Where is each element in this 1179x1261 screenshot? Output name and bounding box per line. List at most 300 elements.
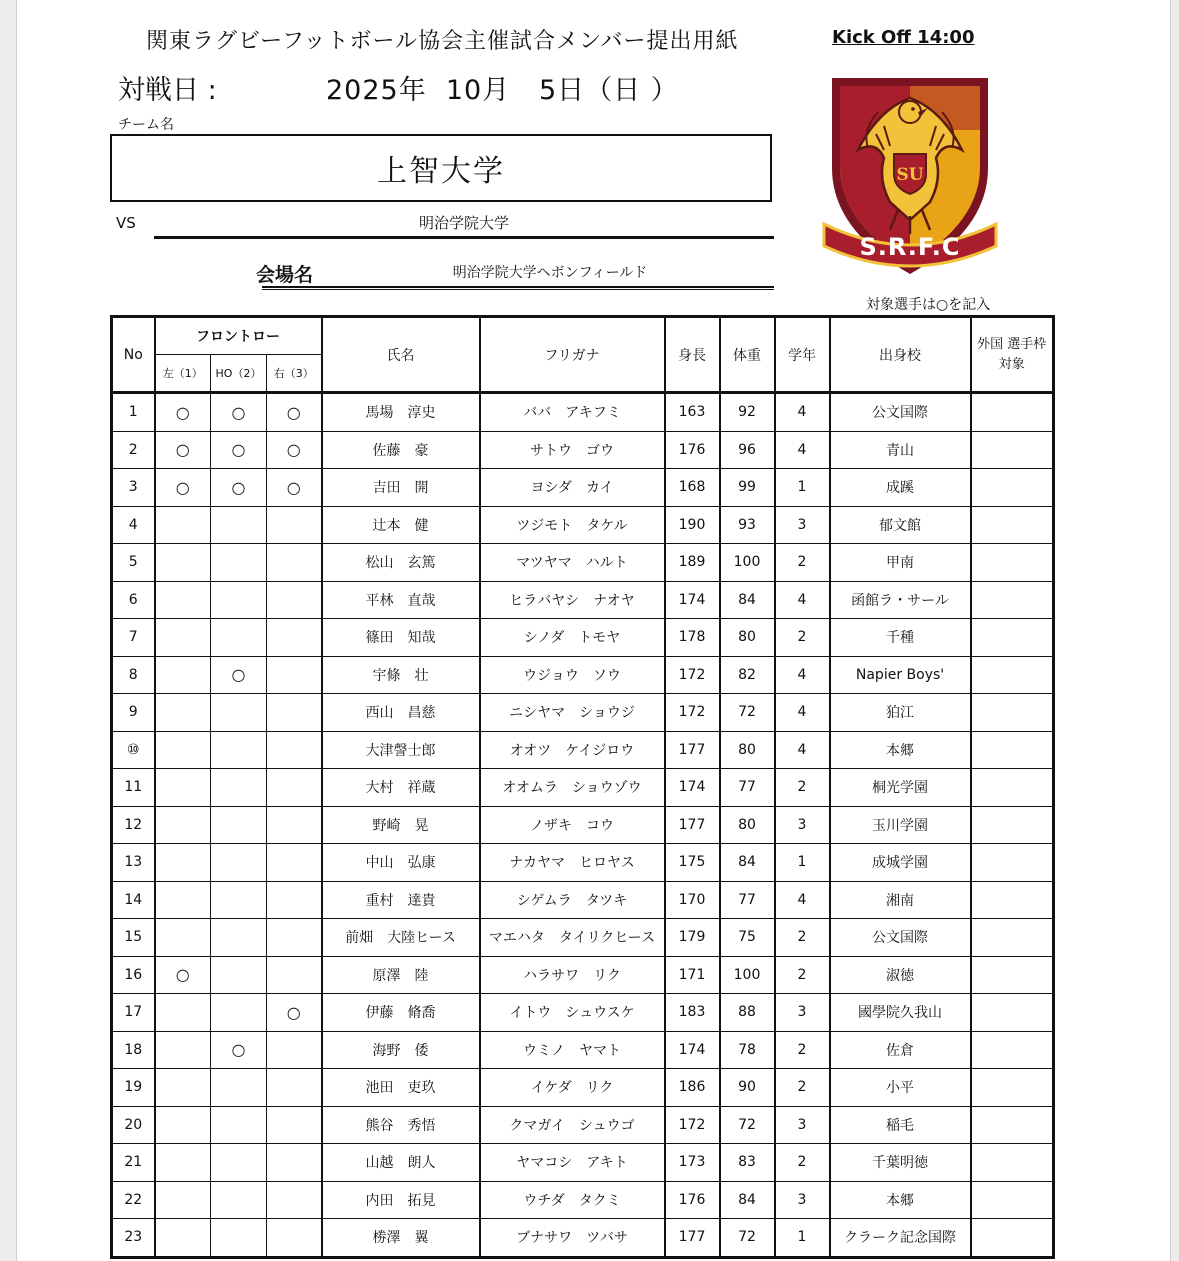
cell-right-prop [267, 919, 322, 957]
cell-weight: 88 [720, 994, 775, 1032]
header-height: 身長 [665, 317, 720, 393]
cell-grade: 4 [775, 656, 830, 694]
table-row [112, 769, 1054, 807]
cell-left-prop [155, 581, 211, 619]
cell-weight: 80 [720, 806, 775, 844]
cell-school: 本郷 [830, 731, 971, 769]
cell-furigana: ヤマコシ アキト [480, 1144, 665, 1182]
cell-foreign-slot [971, 806, 1054, 844]
cell-hooker [211, 956, 267, 994]
cell-hooker [211, 731, 267, 769]
cell-left-prop [155, 806, 211, 844]
cell-no: 11 [112, 769, 155, 807]
cell-grade: 4 [775, 431, 830, 469]
team-name-label: チーム名 [118, 117, 174, 133]
cell-left-prop [155, 656, 211, 694]
cell-hooker [211, 1181, 267, 1219]
cell-name: 篠田 知哉 [322, 619, 480, 657]
cell-no: 18 [112, 1031, 155, 1069]
cell-school: Napier Boys' [830, 656, 971, 694]
header-weight: 体重 [720, 317, 775, 393]
cell-hooker [211, 506, 267, 544]
table-row [112, 1069, 1054, 1107]
table-row [112, 506, 1054, 544]
cell-left-prop [155, 919, 211, 957]
cell-no: 17 [112, 994, 155, 1032]
circle-instruction: 対象選手は○を記入 [866, 297, 991, 313]
cell-height: 176 [665, 1181, 720, 1219]
cell-right-prop [267, 844, 322, 882]
cell-right-prop [267, 731, 322, 769]
cell-school: 本郷 [830, 1181, 971, 1219]
cell-grade: 4 [775, 581, 830, 619]
cell-name: 野崎 晃 [322, 806, 480, 844]
cell-weight: 100 [720, 956, 775, 994]
cell-foreign-slot [971, 431, 1054, 469]
header-no: No [112, 317, 155, 393]
cell-weight: 75 [720, 919, 775, 957]
cell-grade: 4 [775, 731, 830, 769]
cell-foreign-slot [971, 919, 1054, 957]
cell-furigana: ウミノ ヤマト [480, 1031, 665, 1069]
cell-no: 9 [112, 694, 155, 732]
cell-school: クラーク記念国際 [830, 1219, 971, 1258]
cell-height: 174 [665, 769, 720, 807]
cell-height: 172 [665, 1106, 720, 1144]
cell-furigana: マエハタ タイリクヒース [480, 919, 665, 957]
table-row [112, 844, 1054, 882]
cell-height: 178 [665, 619, 720, 657]
cell-grade: 2 [775, 544, 830, 582]
cell-name: 海野 倭 [322, 1031, 480, 1069]
cell-right-prop [267, 1106, 322, 1144]
cell-no: ⑩ [112, 731, 155, 769]
cell-no: 19 [112, 1069, 155, 1107]
cell-grade: 4 [775, 881, 830, 919]
cell-school: 玉川学園 [830, 806, 971, 844]
cell-hooker [211, 544, 267, 582]
cell-foreign-slot [971, 956, 1054, 994]
cell-height: 171 [665, 956, 720, 994]
cell-weight: 72 [720, 1106, 775, 1144]
vs-label: VS [116, 214, 136, 232]
cell-no: 5 [112, 544, 155, 582]
cell-height: 175 [665, 844, 720, 882]
cell-right-prop [267, 1219, 322, 1258]
cell-hooker [211, 694, 267, 732]
venue-underline [262, 286, 774, 288]
cell-right-prop [267, 881, 322, 919]
cell-name: 内田 拓見 [322, 1181, 480, 1219]
cell-name: 椦澤 翼 [322, 1219, 480, 1258]
cell-foreign-slot [971, 1144, 1054, 1182]
cell-name: 馬場 淳史 [322, 393, 480, 432]
cell-no: 4 [112, 506, 155, 544]
cell-weight: 84 [720, 844, 775, 882]
table-row [112, 956, 1054, 994]
cell-left-prop [155, 1181, 211, 1219]
cell-school: 公文国際 [830, 393, 971, 432]
cell-foreign-slot [971, 619, 1054, 657]
table-row [112, 1106, 1054, 1144]
cell-no: 21 [112, 1144, 155, 1182]
cell-school: 小平 [830, 1069, 971, 1107]
cell-furigana: ブナサワ ツバサ [480, 1219, 665, 1258]
cell-left-prop [155, 544, 211, 582]
cell-height: 168 [665, 469, 720, 507]
cell-no: 23 [112, 1219, 155, 1258]
cell-furigana: ノザキ コウ [480, 806, 665, 844]
cell-school: 佐倉 [830, 1031, 971, 1069]
cell-height: 179 [665, 919, 720, 957]
cell-weight: 84 [720, 581, 775, 619]
cell-grade: 1 [775, 469, 830, 507]
cell-school: 郁文館 [830, 506, 971, 544]
cell-no: 8 [112, 656, 155, 694]
header-name: 氏名 [322, 317, 480, 393]
cell-furigana: ウジョウ ソウ [480, 656, 665, 694]
cell-foreign-slot [971, 694, 1054, 732]
cell-weight: 82 [720, 656, 775, 694]
cell-height: 172 [665, 656, 720, 694]
cell-grade: 2 [775, 1069, 830, 1107]
cell-height: 183 [665, 994, 720, 1032]
cell-no: 1 [112, 393, 155, 432]
cell-furigana: オオムラ ショウゾウ [480, 769, 665, 807]
cell-weight: 90 [720, 1069, 775, 1107]
cell-foreign-slot [971, 769, 1054, 807]
table-row [112, 919, 1054, 957]
cell-foreign-slot [971, 544, 1054, 582]
cell-hooker [211, 581, 267, 619]
cell-grade: 2 [775, 1144, 830, 1182]
cell-height: 190 [665, 506, 720, 544]
page-edge-left [0, 0, 17, 1261]
cell-grade: 3 [775, 994, 830, 1032]
cell-no: 6 [112, 581, 155, 619]
cell-school: 淑徳 [830, 956, 971, 994]
cell-right-prop [267, 506, 322, 544]
cell-school: 函館ラ・サール [830, 581, 971, 619]
table-row [112, 881, 1054, 919]
cell-school: 桐光学園 [830, 769, 971, 807]
cell-foreign-slot [971, 469, 1054, 507]
cell-height: 163 [665, 393, 720, 432]
table-row [112, 994, 1054, 1032]
cell-foreign-slot [971, 1069, 1054, 1107]
cell-hooker: ○ [211, 431, 267, 469]
cell-hooker: ○ [211, 1031, 267, 1069]
cell-foreign-slot [971, 844, 1054, 882]
cell-name: 辻本 健 [322, 506, 480, 544]
cell-left-prop [155, 1069, 211, 1107]
venue-underline-inner [262, 289, 774, 290]
cell-school: 成蹊 [830, 469, 971, 507]
cell-weight: 92 [720, 393, 775, 432]
cell-right-prop [267, 956, 322, 994]
cell-left-prop: ○ [155, 431, 211, 469]
team-emblem-icon [818, 70, 1002, 280]
cell-name: 松山 玄篤 [322, 544, 480, 582]
cell-school: 千葉明徳 [830, 1144, 971, 1182]
cell-foreign-slot [971, 506, 1054, 544]
cell-hooker [211, 1144, 267, 1182]
venue-label: 会場名 [256, 264, 314, 286]
cell-right-prop [267, 619, 322, 657]
page-edge-right [1170, 0, 1179, 1261]
cell-hooker: ○ [211, 393, 267, 432]
cell-height: 186 [665, 1069, 720, 1107]
header-hooker: HO（2） [211, 355, 267, 393]
cell-right-prop: ○ [267, 994, 322, 1032]
header-school: 出身校 [830, 317, 971, 393]
cell-school: 公文国際 [830, 919, 971, 957]
table-row [112, 806, 1054, 844]
cell-hooker [211, 1106, 267, 1144]
cell-school: 狛江 [830, 694, 971, 732]
cell-hooker: ○ [211, 656, 267, 694]
cell-left-prop [155, 731, 211, 769]
cell-furigana: マツヤマ ハルト [480, 544, 665, 582]
cell-foreign-slot [971, 393, 1054, 432]
cell-right-prop [267, 656, 322, 694]
cell-height: 174 [665, 581, 720, 619]
opponent-underline [154, 236, 774, 239]
table-row [112, 1144, 1054, 1182]
cell-furigana: ヨシダ カイ [480, 469, 665, 507]
table-row [112, 469, 1054, 507]
kickoff-time: Kick Off 14:00 [832, 27, 975, 48]
cell-height: 170 [665, 881, 720, 919]
cell-furigana: クマガイ シュウゴ [480, 1106, 665, 1144]
cell-school: 稲毛 [830, 1106, 971, 1144]
cell-name: 宇條 壮 [322, 656, 480, 694]
cell-foreign-slot [971, 994, 1054, 1032]
cell-grade: 2 [775, 919, 830, 957]
cell-height: 177 [665, 731, 720, 769]
cell-foreign-slot [971, 731, 1054, 769]
cell-name: 伊藤 脩喬 [322, 994, 480, 1032]
cell-name: 吉田 開 [322, 469, 480, 507]
cell-furigana: ウチダ タクミ [480, 1181, 665, 1219]
table-row [112, 431, 1054, 469]
cell-left-prop [155, 1106, 211, 1144]
team-name-box [110, 134, 772, 202]
cell-no: 22 [112, 1181, 155, 1219]
cell-right-prop [267, 1069, 322, 1107]
cell-hooker [211, 1069, 267, 1107]
cell-right-prop [267, 694, 322, 732]
cell-no: 12 [112, 806, 155, 844]
cell-height: 177 [665, 1219, 720, 1258]
cell-foreign-slot [971, 1181, 1054, 1219]
cell-left-prop [155, 1031, 211, 1069]
emblem-text: S.R.F.C [859, 233, 961, 261]
cell-furigana: シノダ トモヤ [480, 619, 665, 657]
cell-no: 3 [112, 469, 155, 507]
cell-furigana: ニシヤマ ショウジ [480, 694, 665, 732]
opponent-name: 明治学院大学 [418, 214, 509, 232]
table-row [112, 544, 1054, 582]
cell-left-prop [155, 694, 211, 732]
match-date-value: 2025年 10月 5日（日 ） [326, 75, 679, 106]
cell-left-prop [155, 506, 211, 544]
table-row [112, 1181, 1054, 1219]
team-name: 上智大学 [377, 154, 505, 189]
cell-weight: 72 [720, 1219, 775, 1258]
cell-right-prop [267, 1181, 322, 1219]
cell-right-prop: ○ [267, 431, 322, 469]
cell-height: 172 [665, 694, 720, 732]
table-row [112, 581, 1054, 619]
cell-grade: 2 [775, 1031, 830, 1069]
cell-grade: 3 [775, 806, 830, 844]
cell-name: 西山 昌慈 [322, 694, 480, 732]
cell-furigana: シゲムラ タツキ [480, 881, 665, 919]
cell-no: 7 [112, 619, 155, 657]
cell-grade: 1 [775, 844, 830, 882]
table-row [112, 731, 1054, 769]
cell-no: 20 [112, 1106, 155, 1144]
cell-foreign-slot [971, 656, 1054, 694]
cell-height: 176 [665, 431, 720, 469]
cell-school: 甲南 [830, 544, 971, 582]
cell-left-prop [155, 994, 211, 1032]
cell-weight: 99 [720, 469, 775, 507]
cell-weight: 77 [720, 769, 775, 807]
cell-name: 大村 祥蔵 [322, 769, 480, 807]
cell-hooker [211, 769, 267, 807]
cell-hooker [211, 881, 267, 919]
cell-weight: 93 [720, 506, 775, 544]
cell-height: 173 [665, 1144, 720, 1182]
match-date-label: 対戦日 : [118, 75, 217, 106]
cell-hooker [211, 619, 267, 657]
cell-height: 174 [665, 1031, 720, 1069]
cell-weight: 80 [720, 731, 775, 769]
cell-hooker [211, 806, 267, 844]
cell-foreign-slot [971, 881, 1054, 919]
cell-grade: 2 [775, 769, 830, 807]
cell-hooker [211, 844, 267, 882]
cell-name: 佐藤 豪 [322, 431, 480, 469]
cell-no: 2 [112, 431, 155, 469]
cell-grade: 2 [775, 956, 830, 994]
cell-hooker [211, 994, 267, 1032]
cell-furigana: イケダ リク [480, 1069, 665, 1107]
cell-foreign-slot [971, 581, 1054, 619]
form-title: 関東ラグビーフットボール協会主催試合メンバー提出用紙 [146, 29, 739, 54]
cell-weight: 80 [720, 619, 775, 657]
cell-grade: 2 [775, 619, 830, 657]
header-foreign-slot: 外国 選手枠 対象 [971, 317, 1054, 393]
cell-grade: 4 [775, 694, 830, 732]
cell-left-prop: ○ [155, 469, 211, 507]
header-right-prop: 右（3） [267, 355, 322, 393]
table-row [112, 694, 1054, 732]
cell-weight: 77 [720, 881, 775, 919]
cell-left-prop [155, 619, 211, 657]
header-grade: 学年 [775, 317, 830, 393]
cell-hooker [211, 1219, 267, 1258]
cell-left-prop: ○ [155, 956, 211, 994]
cell-no: 13 [112, 844, 155, 882]
cell-grade: 1 [775, 1219, 830, 1258]
cell-hooker [211, 919, 267, 957]
cell-foreign-slot [971, 1219, 1054, 1258]
cell-furigana: サトウ ゴウ [480, 431, 665, 469]
venue-name: 明治学院大学ヘボンフィールド [452, 265, 648, 281]
cell-weight: 83 [720, 1144, 775, 1182]
cell-furigana: ヒラバヤシ ナオヤ [480, 581, 665, 619]
cell-foreign-slot [971, 1031, 1054, 1069]
cell-no: 15 [112, 919, 155, 957]
cell-furigana: ナカヤマ ヒロヤス [480, 844, 665, 882]
cell-right-prop [267, 806, 322, 844]
cell-school: 千種 [830, 619, 971, 657]
cell-height: 189 [665, 544, 720, 582]
cell-grade: 4 [775, 393, 830, 432]
cell-school: 青山 [830, 431, 971, 469]
cell-right-prop: ○ [267, 469, 322, 507]
cell-left-prop [155, 1144, 211, 1182]
cell-furigana: イトウ シュウスケ [480, 994, 665, 1032]
cell-weight: 100 [720, 544, 775, 582]
cell-name: 平林 直哉 [322, 581, 480, 619]
cell-right-prop [267, 581, 322, 619]
cell-height: 177 [665, 806, 720, 844]
cell-right-prop [267, 1144, 322, 1182]
header-front-row: フロントロー [155, 317, 322, 355]
table-row [112, 393, 1054, 432]
cell-left-prop [155, 769, 211, 807]
cell-name: 池田 吏玖 [322, 1069, 480, 1107]
cell-right-prop: ○ [267, 393, 322, 432]
cell-weight: 78 [720, 1031, 775, 1069]
table-row [112, 1219, 1054, 1258]
cell-name: 前畑 大陸ヒース [322, 919, 480, 957]
cell-furigana: オオツ ケイジロウ [480, 731, 665, 769]
cell-name: 大津謦士郎 [322, 731, 480, 769]
table-row [112, 656, 1054, 694]
table-row [112, 1031, 1054, 1069]
cell-left-prop: ○ [155, 393, 211, 432]
table-row [112, 619, 1054, 657]
cell-grade: 3 [775, 1181, 830, 1219]
cell-furigana: ツジモト タケル [480, 506, 665, 544]
cell-right-prop [267, 1031, 322, 1069]
emblem-monogram: SU [896, 165, 924, 185]
cell-name: 中山 弘康 [322, 844, 480, 882]
cell-no: 16 [112, 956, 155, 994]
cell-left-prop [155, 1219, 211, 1258]
cell-name: 重村 達貴 [322, 881, 480, 919]
cell-left-prop [155, 844, 211, 882]
cell-furigana: ババ アキフミ [480, 393, 665, 432]
cell-furigana: ハラサワ リク [480, 956, 665, 994]
cell-school: 湘南 [830, 881, 971, 919]
cell-grade: 3 [775, 1106, 830, 1144]
cell-grade: 3 [775, 506, 830, 544]
header-furigana: フリガナ [480, 317, 665, 393]
cell-weight: 96 [720, 431, 775, 469]
cell-school: 國學院久我山 [830, 994, 971, 1032]
cell-hooker: ○ [211, 469, 267, 507]
cell-right-prop [267, 544, 322, 582]
header-left-prop: 左（1） [155, 355, 211, 393]
cell-no: 14 [112, 881, 155, 919]
cell-foreign-slot [971, 1106, 1054, 1144]
